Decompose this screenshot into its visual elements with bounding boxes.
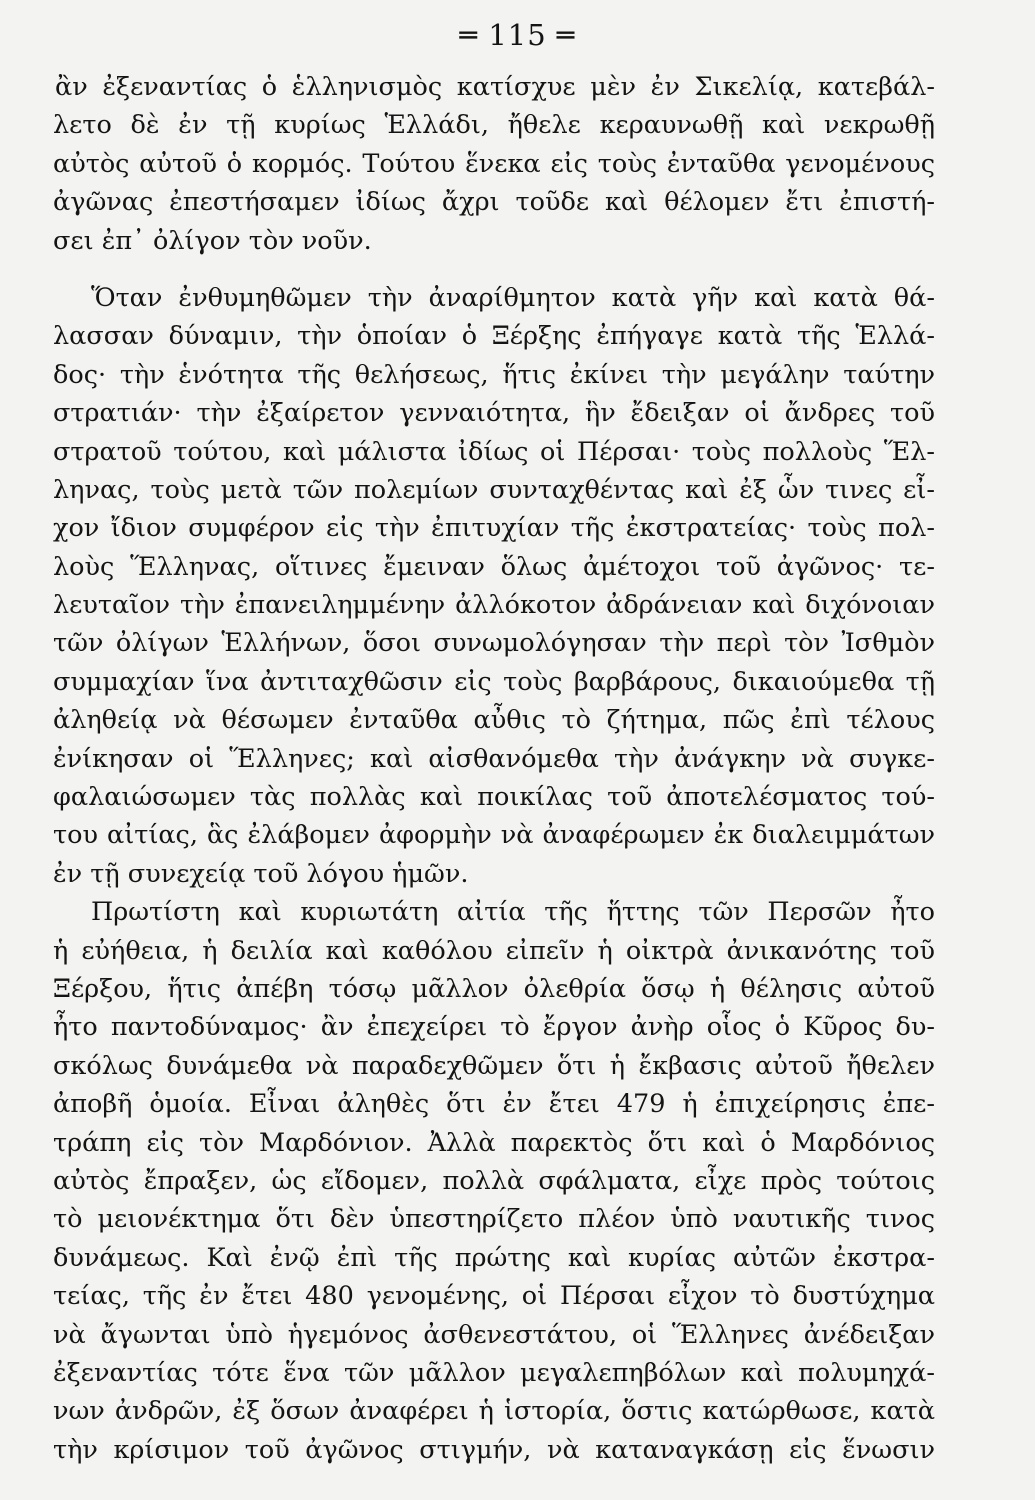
text-line: τὸ μειονέκτημα ὅτι δὲν ὑπεστηρίζετο πλέον ὑπὸ ναυτικῆς τινος [53,1204,935,1235]
text-line: φαλαιώσωμεν τὰς πολλὰς καὶ ποικίλας τοῦ ἀποτελέσματος τού- [53,782,935,813]
text-line: Ξέρξου, ἥτις ἀπέβη τόσῳ μᾶλλον ὀλεθρία ὅσῳ ἡ θέλησις αὐτοῦ [53,973,935,1004]
text-line: ἀποβῆ ὁμοία. Εἶναι ἀληθὲς ὅτι ἐν ἔτει 479 ἡ ἐπιχείρησις ἐπε- [53,1089,935,1120]
paragraph-2 [53,279,935,893]
text-line: σει ἐπ᾽ ὀλίγον τὸν νοῦν. [53,225,372,256]
text-line: νων ἀνδρῶν, ἐξ ὅσων ἀναφέρει ἡ ἱστορία, ὅστις κατώρθωσε, κατὰ [53,1396,935,1427]
text-line: λευταῖον τὴν ἐπανειλημμένην ἀλλόκοτον ἀδράνειαν καὶ διχόνοιαν [53,590,935,621]
text-line: τράπη εἰς τὸν Μαρδόνιον. Ἀλλὰ παρεκτὸς ὅτι καὶ ὁ Μαρδόνιος [53,1127,935,1158]
text-line: Πρωτίστη καὶ κυριωτάτη αἰτία τῆς ἥττης τῶν Περσῶν ἦτο [91,897,935,928]
paragraph-1 [53,68,935,260]
text-line: δος· τὴν ἑνότητα τῆς θελήσεως, ἥτις ἐκίνει τὴν μεγάλην ταύτην [53,359,935,390]
text-line: τῶν ὀλίγων Ἑλλήνων, ὅσοι συνωμολόγησαν τὴν περὶ τὸν Ἰσθμὸν [53,628,935,659]
paragraph-3 [53,893,935,1469]
text-line: ἀγῶνας ἐπεστήσαμεν ἰδίως ἄχρι τοῦδε καὶ θέλομεν ἔτι ἐπιστή- [53,187,935,218]
text-line: αὐτὸς αὐτοῦ ὁ κορμός. Τούτου ἕνεκα εἰς τοὺς ἐνταῦθα γενομένους [53,148,935,179]
body-text [53,68,935,1469]
text-line: ληνας, τοὺς μετὰ τῶν πολεμίων συνταχθέντας καὶ ἐξ ὧν τινες εἶ- [53,474,935,505]
text-line: λασσαν δύναμιν, τὴν ὁποίαν ὁ Ξέρξης ἐπήγαγε κατὰ τῆς Ἑλλά- [53,321,935,352]
text-line: συμμαχίαν ἵνα ἀντιταχθῶσιν εἰς τοὺς βαρβάρους, δικαιούμεθα τῇ [53,666,935,697]
text-line: νὰ ἄγωνται ὑπὸ ἡγεμόνος ἀσθενεστάτου, οἱ Ἕλληνες ἀνέδειξαν [53,1319,935,1350]
text-line: στρατιάν· τὴν ἐξαίρετον γενναιότητα, ἣν ἔδειξαν οἱ ἄνδρες τοῦ [53,398,935,429]
text-line: ἀληθείᾳ νὰ θέσωμεν ἐνταῦθα αὖθις τὸ ζήτημα, πῶς ἐπὶ τέλους [53,705,935,736]
text-line: ἐν τῇ συνεχείᾳ τοῦ λόγου ἡμῶν. [53,858,469,889]
text-line: του αἰτίας, ἃς ἐλάβομεν ἀφορμὴν νὰ ἀναφέρωμεν ἐκ διαλειμμάτων [53,820,935,851]
text-line: σκόλως δυνάμεθα νὰ παραδεχθῶμεν ὅτι ἡ ἔκβασις αὐτοῦ ἤθελεν [53,1050,935,1081]
text-line: λοὺς Ἕλληνας, οἵτινες ἔμειναν ὅλως ἀμέτοχοι τοῦ ἀγῶνος· τε- [53,551,935,582]
page-number: ═ 115 ═ [459,18,576,52]
text-line: χον ἴδιον συμφέρον εἰς τὴν ἐπιτυχίαν τῆς ἐκστρατείας· τοὺς πολ- [53,513,935,544]
text-line: ἦτο παντοδύναμος· ἂν ἐπεχείρει τὸ ἔργον ἀνὴρ οἷος ὁ Κῦρος δυ- [53,1012,935,1043]
text-line: Ὅταν ἐνθυμηθῶμεν τὴν ἀναρίθμητον κατὰ γῆν καὶ κατὰ θά- [91,282,935,313]
text-line: ἡ εὐήθεια, ἡ δειλία καὶ καθόλου εἰπεῖν ἡ οἰκτρὰ ἀνικανότης τοῦ [53,935,935,966]
text-line: ἐνίκησαν οἱ Ἕλληνες; καὶ αἰσθανόμεθα τὴν ἀνάγκην νὰ συγκε- [53,743,935,774]
text-line: τείας, τῆς ἐν ἔτει 480 γενομένης, οἱ Πέρσαι εἶχον τὸ δυστύχημα [53,1281,935,1312]
text-line: αὐτὸς ἔπραξεν, ὡς εἴδομεν, πολλὰ σφάλματα, εἶχε πρὸς τούτοις [53,1165,935,1196]
text-line: στρατοῦ τούτου, καὶ μάλιστα ἰδίως οἱ Πέρσαι· τοὺς πολλοὺς Ἕλ- [53,436,935,467]
text-line: ἐξεναντίας τότε ἕνα τῶν μᾶλλον μεγαλεπηβόλων καὶ πολυμηχά- [53,1357,935,1388]
text-line: τὴν κρίσιμον τοῦ ἀγῶνος στιγμήν, νὰ καταναγκάσῃ εἰς ἕνωσιν [53,1434,935,1465]
text-line: λετο δὲ ἐν τῇ κυρίως Ἑλλάδι, ἤθελε κεραυνωθῇ καὶ νεκρωθῇ [53,110,935,141]
text-line: ἂν ἐξεναντίας ὁ ἑλληνισμὸς κατίσχυε μὲν ἐν Σικελίᾳ, κατεβάλ- [55,72,935,102]
text-line: δυνάμεως. Καὶ ἐνῷ ἐπὶ τῆς πρώτης καὶ κυρίας αὐτῶν ἐκστρα- [53,1242,935,1273]
